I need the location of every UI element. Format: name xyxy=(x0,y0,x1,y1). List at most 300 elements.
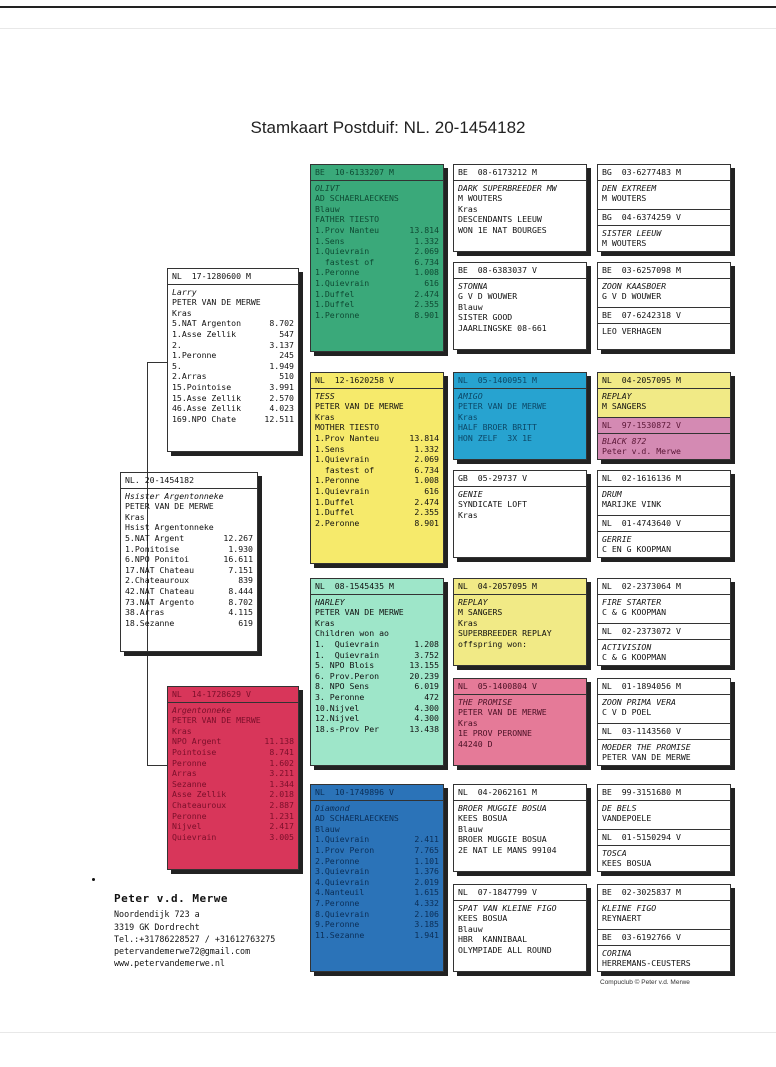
result-row xyxy=(172,403,294,414)
result-race: NPO Argent xyxy=(172,736,222,747)
result-birds: 20.239 xyxy=(409,670,439,681)
scan-line xyxy=(0,1032,776,1033)
result-row xyxy=(315,660,439,671)
result-birds: 2.474 xyxy=(414,288,439,299)
pigeon-info-line: Hsister Argentonneke xyxy=(125,490,224,501)
divider xyxy=(454,388,586,389)
result-row xyxy=(315,486,439,497)
result-birds: 472 xyxy=(424,691,439,702)
pigeon-half-card xyxy=(598,885,730,929)
result-row xyxy=(315,497,439,508)
scan-line xyxy=(0,28,776,29)
result-row xyxy=(125,575,253,586)
pigeon-info-line: M WOUTERS xyxy=(458,193,503,204)
pigeon-info-line: PETER VAN DE MERWE xyxy=(172,715,261,726)
pigeon-info-line: WON 1E NAT BOURGES xyxy=(458,224,547,235)
result-race: 1.Sens xyxy=(315,235,345,246)
result-row xyxy=(315,465,439,476)
owner-email[interactable]: petervandemerwe72@gmail.com xyxy=(114,946,251,957)
result-race: 2.Peronne xyxy=(315,855,360,866)
owner-name: Peter v.d. Merwe xyxy=(114,892,228,905)
ring-number: NL 97-1530872 V xyxy=(602,420,681,430)
pigeon-info-line: DRUM xyxy=(602,488,622,499)
divider xyxy=(598,739,730,740)
pigeon-info-line: Blauw xyxy=(458,823,483,834)
gggp-pair-card[interactable] xyxy=(597,262,731,350)
pigeon-info-line: Kras xyxy=(315,411,335,422)
result-race: 11.Sezanne xyxy=(315,929,365,940)
result-race: 1.Prov Nanteu xyxy=(315,432,380,443)
pigeon-info-line: HBR KANNIBAAL xyxy=(458,934,528,945)
pigeon-info-line: REYNAERT xyxy=(602,913,642,924)
result-birds: 1.941 xyxy=(414,929,439,940)
result-race: 1.Ponitoise xyxy=(125,543,180,554)
gggp-pair-card[interactable] xyxy=(597,372,731,460)
result-birds: 11.138 xyxy=(264,736,294,747)
result-row xyxy=(172,393,294,404)
result-row xyxy=(315,444,439,455)
divider xyxy=(598,800,730,801)
pigeon-info-line: PETER VAN DE MERWE xyxy=(458,401,547,412)
result-race: 1.Asse Zellik xyxy=(172,328,237,339)
ggp-card[interactable] xyxy=(453,784,587,872)
ring-number: NL 08-1545435 M xyxy=(315,581,394,591)
result-race: 2.Arras xyxy=(172,371,207,382)
gggp-pair-card[interactable] xyxy=(597,470,731,558)
result-race: 1.Quievrain xyxy=(315,485,370,496)
result-race: 3. Peronne xyxy=(315,691,365,702)
pigeon-half-card xyxy=(598,515,730,558)
result-birds: 8.741 xyxy=(269,746,294,757)
result-row xyxy=(315,433,439,444)
pigeon-half-card xyxy=(598,209,730,252)
ring-number: NL 01-5150294 V xyxy=(602,832,681,842)
ring-number: BE 08-6173212 M xyxy=(458,167,537,177)
pigeon-info-line: M WOUTERS xyxy=(602,238,647,249)
result-birds: 2.887 xyxy=(269,799,294,810)
ring-number: NL 17-1280600 M xyxy=(172,271,251,281)
result-birds: 4.115 xyxy=(228,607,253,618)
ring-number: NL 04-2057095 M xyxy=(458,581,537,591)
result-row xyxy=(315,278,439,289)
result-birds: 1.008 xyxy=(414,475,439,486)
result-race: Peronne xyxy=(172,810,207,821)
result-row xyxy=(172,329,294,340)
pigeon-info-line: MOEDER THE PROMISE xyxy=(602,741,691,752)
pigeon-info-line: Kras xyxy=(458,203,478,214)
result-row xyxy=(315,713,439,724)
result-row xyxy=(172,768,294,779)
divider xyxy=(311,388,443,389)
result-row xyxy=(125,607,253,618)
result-row xyxy=(315,887,439,898)
divider xyxy=(598,845,730,846)
result-birds: 3.752 xyxy=(414,649,439,660)
result-race: 1.Prov Nanteu xyxy=(315,224,380,235)
result-race: 5. NPO Blois xyxy=(315,660,375,671)
divider xyxy=(598,639,730,640)
ring-number: BE 03-6257098 M xyxy=(602,265,681,275)
divider xyxy=(598,694,730,695)
pigeon-info-line: Diamond xyxy=(315,802,350,813)
result-row xyxy=(172,382,294,393)
result-birds: 4.300 xyxy=(414,713,439,724)
pigeon-info-line: 2E NAT LE MANS 99104 xyxy=(458,844,557,855)
pigeon-info-line: DE BELS xyxy=(602,802,637,813)
pigeon-info-line: KLEINE FIGO xyxy=(602,902,657,913)
result-birds: 13.814 xyxy=(409,432,439,443)
pigeon-info-line: REPLAY xyxy=(458,596,488,607)
pigeon-info-line: AMIGO xyxy=(458,390,483,401)
pigeon-info-line: M WOUTERS xyxy=(602,193,647,204)
result-race: Pointoise xyxy=(172,746,217,757)
result-row xyxy=(315,724,439,735)
pigeon-info-line: BLACK 872 xyxy=(602,435,647,446)
result-race: 12.Nijvel xyxy=(315,713,360,724)
pigeon-info-line: MOTHER TIESTO xyxy=(315,422,380,433)
divider xyxy=(311,180,443,181)
result-race: 2. xyxy=(172,339,182,350)
ring-number: NL 03-1143560 V xyxy=(602,726,681,736)
result-birds: 8.702 xyxy=(269,318,294,329)
pigeon-info-line: MARIJKE VINK xyxy=(602,499,662,510)
result-race: 1.Peronne xyxy=(315,267,360,278)
pigeon-info-line: G V D WOUWER xyxy=(458,291,518,302)
result-row xyxy=(172,350,294,361)
result-row xyxy=(315,518,439,529)
gggp-pair-card[interactable] xyxy=(597,164,731,252)
result-birds: 2.417 xyxy=(269,821,294,832)
ggp-card[interactable] xyxy=(453,262,587,350)
pigeon-info-line: Blauw xyxy=(315,203,340,214)
ggp-card[interactable] xyxy=(453,884,587,972)
pigeon-half-card xyxy=(598,373,730,417)
ring-number: NL 02-2373072 V xyxy=(602,626,681,636)
divider xyxy=(454,278,586,279)
gggp-pair-card[interactable] xyxy=(597,884,731,972)
sire-dam-card[interactable] xyxy=(310,372,444,564)
ring-number: BE 99-3151680 M xyxy=(602,787,681,797)
pigeon-info-line: AD SCHAERLAECKENS xyxy=(315,193,399,204)
pigeon-half-card xyxy=(598,623,730,666)
divider xyxy=(454,900,586,901)
result-row xyxy=(315,671,439,682)
result-birds: 8.702 xyxy=(228,596,253,607)
result-row xyxy=(125,565,253,576)
divider xyxy=(598,486,730,487)
pigeon-info-line: REPLAY xyxy=(602,390,632,401)
result-birds: 2.355 xyxy=(414,299,439,310)
result-birds: 4.300 xyxy=(414,702,439,713)
result-birds: 1.344 xyxy=(269,778,294,789)
ring-number: BG 03-6277483 M xyxy=(602,167,681,177)
result-race: 9.Peronne xyxy=(315,919,360,930)
result-birds: 2.570 xyxy=(269,392,294,403)
divider xyxy=(454,800,586,801)
result-race: 1. Quievrain xyxy=(315,638,380,649)
pigeon-half-card xyxy=(598,263,730,307)
result-birds: 8.901 xyxy=(414,517,439,528)
pigeon-info-line: Blauw xyxy=(458,301,483,312)
subject-pigeon-card[interactable] xyxy=(120,472,258,652)
pigeon-info-line: Kras xyxy=(172,725,192,736)
divider xyxy=(598,433,730,434)
ggp-card[interactable] xyxy=(453,470,587,558)
pigeon-info-line: DESCENDANTS LEEUW xyxy=(458,214,542,225)
pigeon-info-line: KEES BOSUA xyxy=(458,813,508,824)
pigeon-info-line: HERREMANS-CEUSTERS xyxy=(602,958,691,969)
result-race: 3.Quievrain xyxy=(315,866,370,877)
ggp-card[interactable] xyxy=(453,678,587,766)
pigeon-half-card xyxy=(598,579,730,623)
pigeon-info-line: GENIE xyxy=(458,488,483,499)
result-race: 2.Peronne xyxy=(315,517,360,528)
result-row xyxy=(315,930,439,941)
result-birds: 3.137 xyxy=(269,339,294,350)
result-race: 5. xyxy=(172,360,182,371)
pigeon-info-line: HARLEY xyxy=(315,596,345,607)
result-birds: 619 xyxy=(238,617,253,628)
result-birds: 1.949 xyxy=(269,360,294,371)
result-race: 1.Prov Peron xyxy=(315,844,375,855)
result-race: 10.Nijvel xyxy=(315,702,360,713)
owner-address-line: 3319 GK Dordrecht xyxy=(114,921,200,932)
ggp-card[interactable] xyxy=(453,164,587,252)
result-race: 169.NPO Chate xyxy=(172,413,237,424)
ring-number: NL 12-1620258 V xyxy=(315,375,394,385)
result-race: 73.NAT Argento xyxy=(125,596,195,607)
pigeon-info-line: ZOON PRIMA VERA xyxy=(602,696,676,707)
result-birds: 2.474 xyxy=(414,496,439,507)
result-birds: 1.602 xyxy=(269,757,294,768)
result-birds: 245 xyxy=(279,350,294,361)
result-birds: 4.023 xyxy=(269,403,294,414)
result-birds: 510 xyxy=(279,371,294,382)
result-race: 1.Duffel xyxy=(315,507,355,518)
result-birds: 2.106 xyxy=(414,908,439,919)
result-birds: 16.611 xyxy=(223,554,253,565)
result-birds: 4.332 xyxy=(414,897,439,908)
pigeon-info-line: LEO VERHAGEN xyxy=(602,325,662,336)
divider xyxy=(598,180,730,181)
pigeon-info-line: 1E PROV PERONNE xyxy=(458,728,532,739)
result-race: Chateauroux xyxy=(172,799,227,810)
result-race: Asse Zellik xyxy=(172,789,227,800)
result-birds: 1.615 xyxy=(414,887,439,898)
result-row xyxy=(315,289,439,300)
result-race: Arras xyxy=(172,768,197,779)
dam-sire-card[interactable] xyxy=(310,578,444,766)
pigeon-info-line: KEES BOSUA xyxy=(602,858,652,869)
result-birds: 2.018 xyxy=(269,789,294,800)
pigeon-info-line: Hsist Argentonneke xyxy=(125,522,214,533)
result-race: 1.Quievrain xyxy=(315,246,370,257)
result-row xyxy=(315,856,439,867)
ring-number: GB 05-29737 V xyxy=(458,473,528,483)
result-birds: 8.901 xyxy=(414,309,439,320)
result-race: 1.Peronne xyxy=(172,350,217,361)
gggp-pair-card[interactable] xyxy=(597,784,731,872)
divider xyxy=(598,225,730,226)
pigeon-info-line: C & G KOOPMAN xyxy=(602,652,667,663)
result-race: 1.Peronne xyxy=(315,475,360,486)
result-row xyxy=(315,909,439,920)
pigeon-info-line: JAARLINGSKE 08-661 xyxy=(458,322,547,333)
result-row xyxy=(315,310,439,321)
divider xyxy=(598,945,730,946)
result-race: 1.Duffel xyxy=(315,299,355,310)
pigeon-info-line: Kras xyxy=(172,307,192,318)
result-birds: 2.411 xyxy=(414,834,439,845)
result-row xyxy=(172,361,294,372)
pigeon-info-line: ACTIVISION xyxy=(602,641,652,652)
result-race: 1. Quievrain xyxy=(315,649,380,660)
result-row xyxy=(125,554,253,565)
result-race: 2.Chateauroux xyxy=(125,575,190,586)
result-row xyxy=(315,257,439,268)
result-row xyxy=(315,877,439,888)
ring-number: NL 07-1847799 V xyxy=(458,887,537,897)
result-row xyxy=(315,692,439,703)
result-row xyxy=(315,454,439,465)
sire-sire-card[interactable] xyxy=(310,164,444,352)
pigeon-info-line: SISTER LEEUW xyxy=(602,227,662,238)
ring-number: NL 02-2373064 M xyxy=(602,581,681,591)
result-race: 18.Sezanne xyxy=(125,617,175,628)
result-row xyxy=(172,736,294,747)
pigeon-info-line: FIRE STARTER xyxy=(602,596,662,607)
pigeon-info-line: 44240 D xyxy=(458,738,493,749)
connector-line xyxy=(147,362,167,363)
result-row xyxy=(125,597,253,608)
ring-number: BG 04-6374259 V xyxy=(602,212,681,222)
result-row xyxy=(315,246,439,257)
pigeon-info-line: DARK SUPERBREEDER MW xyxy=(458,182,557,193)
result-birds: 1.208 xyxy=(414,638,439,649)
pigeon-info-line: CORINA xyxy=(602,947,632,958)
result-row xyxy=(315,299,439,310)
divider xyxy=(311,594,443,595)
gggp-pair-card[interactable] xyxy=(597,578,731,666)
result-row xyxy=(315,236,439,247)
pigeon-info-line: Kras xyxy=(315,617,335,628)
result-race: Quievrain xyxy=(172,831,217,842)
result-row xyxy=(315,267,439,278)
divider xyxy=(454,180,586,181)
result-row xyxy=(315,639,439,650)
pigeon-info-line: OLYMPIADE ALL ROUND xyxy=(458,944,552,955)
result-race: 1.Sens xyxy=(315,443,345,454)
gggp-pair-card[interactable] xyxy=(597,678,731,766)
result-race: 1.Quievrain xyxy=(315,834,370,845)
ggp-card[interactable] xyxy=(453,372,587,460)
pigeon-info-line: C & G KOOPMAN xyxy=(602,607,667,618)
divider xyxy=(454,594,586,595)
divider xyxy=(598,594,730,595)
divider xyxy=(598,531,730,532)
pigeon-info-line: G V D WOUWER xyxy=(602,291,662,302)
result-birds: 7.765 xyxy=(414,844,439,855)
pigeon-info-line: Argentonneke xyxy=(172,704,232,715)
ggp-card[interactable] xyxy=(453,578,587,666)
pigeon-half-card xyxy=(598,471,730,515)
pigeon-info-line: PETER VAN DE MERWE xyxy=(458,707,547,718)
pigeon-info-line: M SANGERS xyxy=(458,607,503,618)
result-birds: 12.267 xyxy=(223,532,253,543)
pigeon-info-line: SISTER GOOD xyxy=(458,312,513,323)
pigeon-info-line: OLIVT xyxy=(315,182,340,193)
divider xyxy=(454,486,586,487)
pigeon-info-line: Kras xyxy=(458,411,478,422)
owner-website[interactable]: www.petervandemerwe.nl xyxy=(114,958,225,969)
pigeon-info-line: FATHER TIESTO xyxy=(315,214,380,225)
result-birds: 1.376 xyxy=(414,866,439,877)
result-row xyxy=(172,779,294,790)
result-row xyxy=(315,866,439,877)
result-birds: 13.438 xyxy=(409,723,439,734)
result-birds: 1.008 xyxy=(414,267,439,278)
pigeon-info-line: VANDEPOELE xyxy=(602,813,652,824)
result-row xyxy=(172,789,294,800)
pigeon-info-line: Blauw xyxy=(315,823,340,834)
pigeon-half-card xyxy=(598,929,730,972)
result-birds: 616 xyxy=(424,277,439,288)
page-title: Stamkaart Postduif: NL. 20-1454182 xyxy=(250,118,526,137)
result-birds: 1.332 xyxy=(414,443,439,454)
result-race: 15.Pointoise xyxy=(172,381,232,392)
result-race: 46.Asse Zellik xyxy=(172,403,242,414)
dam-dam-card[interactable] xyxy=(310,784,444,972)
sire-card[interactable] xyxy=(167,268,299,452)
result-row xyxy=(172,758,294,769)
result-race: 1.Duffel xyxy=(315,288,355,299)
ring-number: NL 04-2057095 M xyxy=(602,375,681,385)
divider xyxy=(598,900,730,901)
result-birds: 6.734 xyxy=(414,464,439,475)
ring-number: NL 10-1749896 V xyxy=(315,787,394,797)
pigeon-info-line: SYNDICATE LOFT xyxy=(458,499,528,510)
result-birds: 3.005 xyxy=(269,831,294,842)
result-birds: 616 xyxy=(424,485,439,496)
result-race: Peronne xyxy=(172,757,207,768)
result-race: 8.Quievrain xyxy=(315,908,370,919)
ring-number: BE 08-6383037 V xyxy=(458,265,537,275)
result-birds: 8.444 xyxy=(228,585,253,596)
dam-card[interactable] xyxy=(167,686,299,870)
result-row xyxy=(172,340,294,351)
pigeon-info-line: DEN EXTREEM xyxy=(602,182,657,193)
result-row xyxy=(315,225,439,236)
copyright-note: Compuclub © Peter v.d. Merwe xyxy=(600,979,690,986)
ring-number: BE 07-6242318 V xyxy=(602,310,681,320)
result-race: 4.Nanteuil xyxy=(315,887,365,898)
result-race: 1.Peronne xyxy=(315,309,360,320)
result-birds: 6.019 xyxy=(414,681,439,692)
pigeon-info-line: PETER VAN DE MERWE xyxy=(315,401,404,412)
result-race: 1.Duffel xyxy=(315,496,355,507)
pigeon-info-line: SPAT VAN KLEINE FIGO xyxy=(458,902,557,913)
ring-number: NL. 20-1454182 xyxy=(125,475,195,485)
pigeon-info-line: M SANGERS xyxy=(602,401,647,412)
result-birds: 13.155 xyxy=(409,660,439,671)
ring-number: NL 05-1400951 M xyxy=(458,375,537,385)
pigeon-info-line: Children won ao xyxy=(315,628,389,639)
result-race: 18.s-Prov Per xyxy=(315,723,380,734)
result-race: 4.Quievrain xyxy=(315,876,370,887)
result-birds: 547 xyxy=(279,328,294,339)
pigeon-info-line: SUPERBREEDER REPLAY xyxy=(458,628,552,639)
divider xyxy=(311,800,443,801)
